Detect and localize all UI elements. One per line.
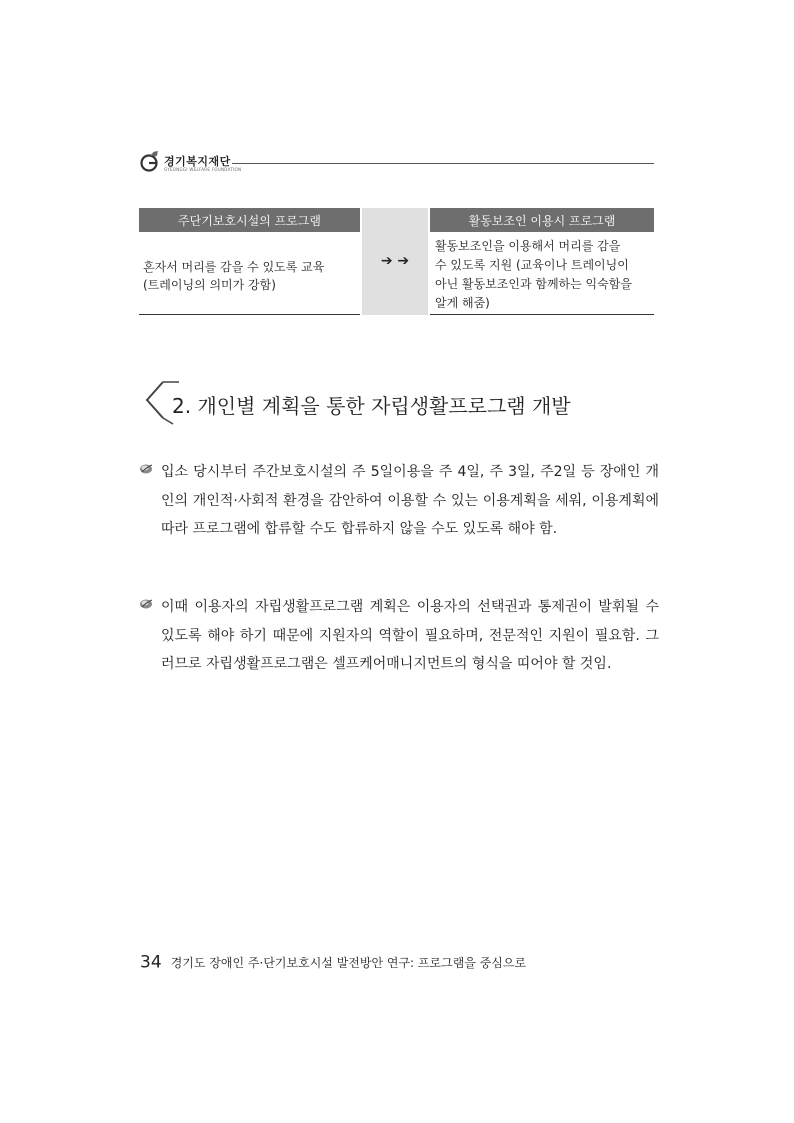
right-cell-line: 수 있도록 지원 (교육이나 트레이닝이 — [435, 258, 629, 272]
logo-subtitle: GYEONGGI WELFARE FOUNDATION — [164, 167, 242, 172]
leaf-bullet-icon — [139, 597, 153, 609]
bullet-item — [139, 458, 659, 544]
left-column-header: 주단기보호시설의 프로그램 — [139, 208, 360, 232]
left-cell — [143, 258, 359, 294]
page-number: 34 — [140, 952, 162, 973]
foundation-logo-icon — [140, 150, 160, 172]
right-bottom-rule — [430, 314, 654, 315]
transition-arrows: ➔ ➔ — [380, 253, 410, 269]
bullet-item — [139, 593, 659, 679]
page-footer — [140, 952, 526, 973]
comparison-table — [139, 208, 654, 315]
logo-title: 경기복지재단 — [164, 155, 231, 168]
leaf-bullet-icon — [139, 462, 153, 474]
section-title: 2. 개인별 계획을 통한 자립생활프로그램 개발 — [172, 394, 571, 418]
bullet-text: 이때 이용자의 자립생활프로그램 계획은 이용자의 선택권과 통제권이 발휘될 수 있도록 해야 하기 때문에 지원자의 역할이 필요하며, 전문적인 지원이 필요함. 그러므로 자립생활프로그램은 셀프케어매니지먼트의 형식을 띠어야 할 것임. — [161, 599, 659, 672]
right-column-header: 활동보조인 이용시 프로그램 — [430, 208, 654, 232]
running-title: 경기도 장애인 주·단기보호시설 발전방안 연구: 프로그램을 중심으로 — [170, 956, 527, 970]
left-cell-line: 혼자서 머리를 감을 수 있도록 교육 — [143, 260, 325, 274]
foundation-logo — [140, 150, 240, 176]
bullet-text: 입소 당시부터 주간보호시설의 주 5일이용을 주 4일, 주 3일, 주2일 등 장애인 개인의 개인적·사회적 환경을 감안하여 이용할 수 있는 이용계획을 세워, 이용계획에 따라 프로그램에 합류할 수도 합류하지 않을 수도 있도록 해야 함. — [161, 464, 659, 537]
right-cell-line: 아닌 활동보조인과 함께하는 익숙함을 — [435, 277, 632, 291]
left-cell-line: (트레이닝의 의미가 강함) — [143, 278, 276, 292]
right-cell-line: 활동보조인을 이용해서 머리를 감을 — [435, 239, 621, 253]
right-cell — [435, 237, 653, 313]
right-cell-line: 알게 해줌) — [435, 296, 490, 310]
left-bottom-rule — [139, 314, 360, 315]
header-rule — [232, 163, 654, 164]
